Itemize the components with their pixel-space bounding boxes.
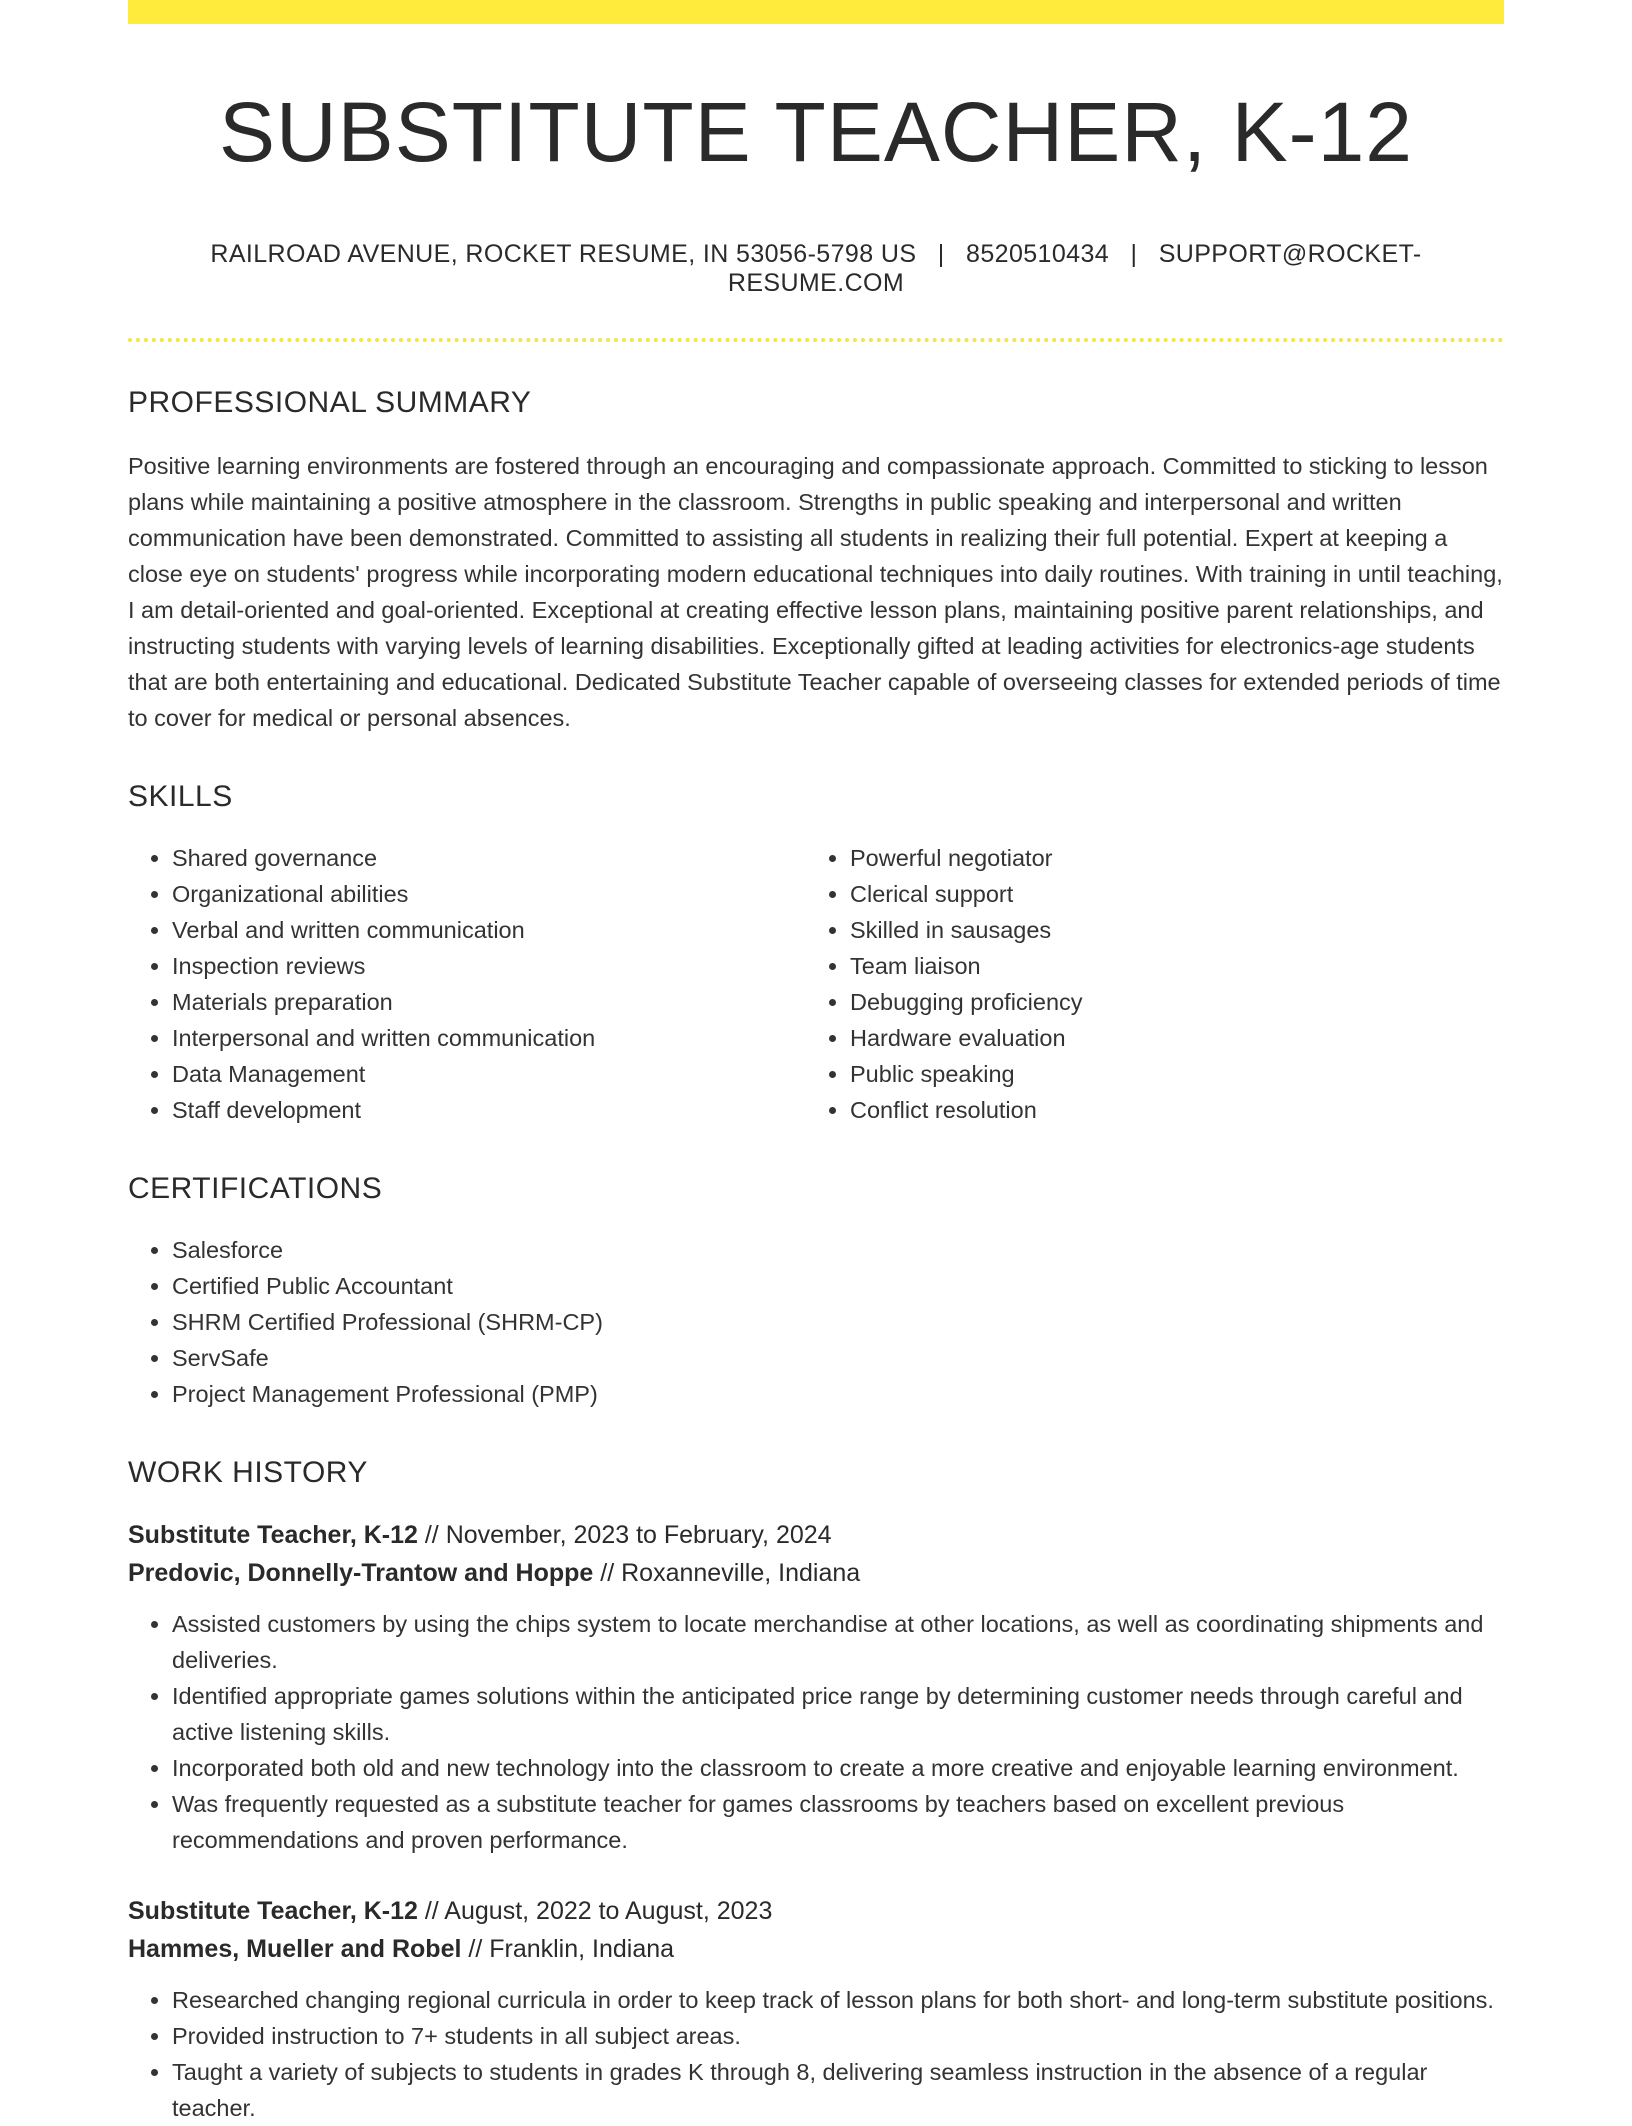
resume-page — [128, 0, 1504, 2126]
job-company: Hammes, Mueller and Robel — [128, 1935, 462, 1964]
job-title-line — [128, 1516, 1504, 1554]
skill-item: • Materials preparation — [172, 984, 806, 1020]
skills-left-list — [128, 840, 806, 1128]
skill-item: • Team liaison — [850, 948, 1484, 984]
contact-separator: | — [937, 240, 945, 269]
job-bullet: • Incorporated both old and new technology into the classroom to create a more creative and enjoyable learning environment. — [172, 1750, 1504, 1786]
skill-item: • Public speaking — [850, 1056, 1484, 1092]
skill-item: • Staff development — [172, 1092, 806, 1128]
skills-heading: SKILLS — [128, 780, 233, 814]
certification-item: • Certified Public Accountant — [172, 1268, 1504, 1304]
job-dates: // November, 2023 to February, 2024 — [417, 1521, 832, 1550]
job-dates: // August, 2022 to August, 2023 — [417, 1897, 773, 1926]
job-company: Predovic, Donnelly-Trantow and Hoppe — [128, 1559, 594, 1588]
certifications-heading: CERTIFICATIONS — [128, 1172, 383, 1206]
job-bullet: • Identified appropriate games solutions within the anticipated price range by determining customer needs through careful and active listening skills. — [172, 1678, 1504, 1750]
work-history-heading: WORK HISTORY — [128, 1456, 368, 1490]
skills-right-column — [806, 840, 1484, 1128]
skill-item: • Interpersonal and written communication — [172, 1020, 806, 1056]
contact-phone: 8520510434 — [966, 240, 1110, 269]
skill-item: • Verbal and written communication — [172, 912, 806, 948]
contact-email: SUPPORT@ROCKET-RESUME.COM — [727, 240, 1422, 298]
job-bullet: • Was frequently requested as a substitute teacher for games classrooms by teachers based on excellent previous recommendations and proven performance. — [172, 1786, 1504, 1858]
skills-left-column — [128, 840, 806, 1128]
job-company-line — [128, 1930, 1504, 1968]
certification-item: • Salesforce — [172, 1232, 1504, 1268]
skill-item: • Skilled in sausages — [850, 912, 1484, 948]
skill-item: • Clerical support — [850, 876, 1484, 912]
contact-address: RAILROAD AVENUE, ROCKET RESUME, IN 53056-5798 US — [210, 240, 917, 269]
skill-item: • Powerful negotiator — [850, 840, 1484, 876]
job-title-line — [128, 1892, 1504, 1930]
skill-item: • Debugging proficiency — [850, 984, 1484, 1020]
skill-item: • Inspection reviews — [172, 948, 806, 984]
job-bullet: • Provided instruction to 7+ students in all subject areas. — [172, 2018, 1504, 2054]
skills-right-list — [806, 840, 1484, 1128]
job-location: // Franklin, Indiana — [461, 1935, 675, 1964]
job-role: Substitute Teacher, K-12 — [128, 1521, 418, 1550]
dotted-divider — [128, 338, 1504, 342]
job-location: // Roxanneville, Indiana — [593, 1559, 861, 1588]
skill-item: • Conflict resolution — [850, 1092, 1484, 1128]
job-entry — [128, 1892, 1504, 2126]
skill-item: • Shared governance — [172, 840, 806, 876]
job-bullets — [128, 1982, 1504, 2126]
job-entry — [128, 1516, 1504, 1858]
certification-item: • ServSafe — [172, 1340, 1504, 1376]
skills-columns — [128, 840, 1504, 1128]
job-bullet: • Assisted customers by using the chips system to locate merchandise at other locations, as well as coordinating shipments and deliveries. — [172, 1606, 1504, 1678]
skill-item: • Organizational abilities — [172, 876, 806, 912]
certifications-list — [128, 1232, 1504, 1412]
job-bullet: • Taught a variety of subjects to students in grades K through 8, delivering seamless instruction in the absence of a regular teacher. — [172, 2054, 1504, 2126]
job-bullets — [128, 1606, 1504, 1858]
skill-item: • Data Management — [172, 1056, 806, 1092]
contact-separator: | — [1130, 240, 1138, 269]
job-role: Substitute Teacher, K-12 — [128, 1897, 418, 1926]
certification-item: • SHRM Certified Professional (SHRM-CP) — [172, 1304, 1504, 1340]
resume-title: SUBSTITUTE TEACHER, K-12 — [218, 85, 1413, 179]
summary-text: Positive learning environments are fostered through an encouraging and compassionate approach. Committed to sticking to lesson plans while maintaining a positive atmosphere in the classroom. Strengths in public speaking and interpersonal and written communication have been demonstrated. Committed to assisting all students in realizing their full potential. Expert at keeping a close eye on students' progress while incorporating modern educational techniques into daily routines. With training in until teaching, I am detail-oriented and goal-oriented. Exceptional at creating effective lesson plans, maintaining positive parent relationships, and instructing students with varying levels of learning disabilities. Exceptionally gifted at leading activities for electronics-age students that are both entertaining and educational. Dedicated Substitute Teacher capable of overseeing classes for extended periods of time to cover for medical or personal absences. — [128, 453, 1503, 732]
certification-item: • Project Management Professional (PMP) — [172, 1376, 1504, 1412]
skill-item: • Hardware evaluation — [850, 1020, 1484, 1056]
job-bullet: • Researched changing regional curricula in order to keep track of lesson plans for both short- and long-term substitute positions. — [172, 1982, 1504, 2018]
job-company-line — [128, 1554, 1504, 1592]
summary-heading: PROFESSIONAL SUMMARY — [128, 386, 532, 420]
contact-line — [128, 240, 1504, 298]
accent-top-bar — [128, 0, 1504, 24]
